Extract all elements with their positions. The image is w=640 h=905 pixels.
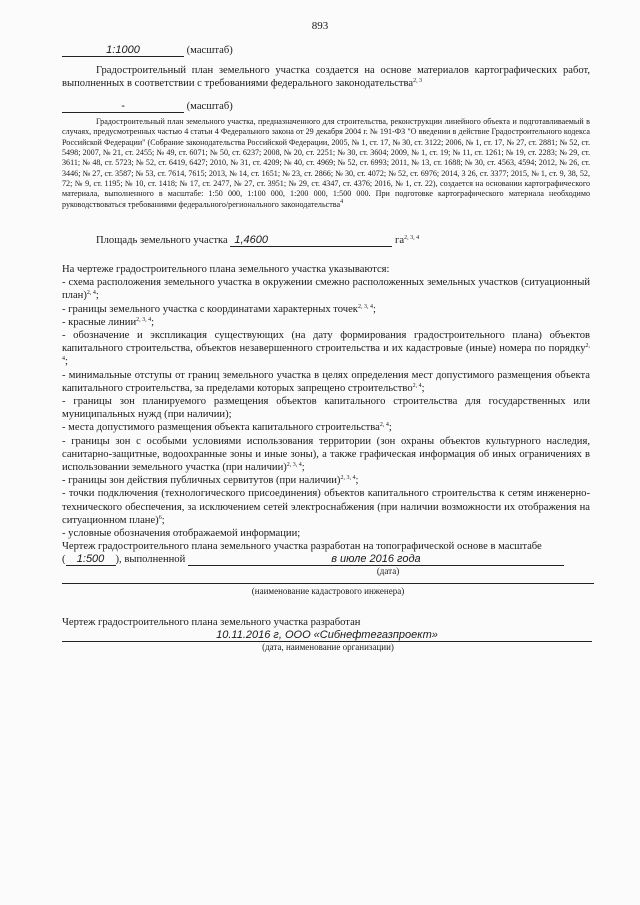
scale-value-1: 1:1000	[62, 44, 184, 57]
list-item: - минимальные отступы от границ земельного участка в целях определения мест допустимого размещения объекта капитального строительства, за пределами которых запрещено строительство$^{2, 4}$;	[62, 369, 590, 394]
list-item: - точки подключения (технологического присоединения) объектов капитального строительства к сетям инженерно-технического обеспечения, за исключением сетей электроснабжения (при наличии возможности их отображения на ситуационном плане)$^6$;	[62, 488, 590, 526]
topo-scale-line: ( 1:500 ), выполненной в июле 2016 года	[62, 553, 564, 566]
scale-value-2: -	[62, 100, 184, 113]
scale-line-2	[62, 100, 233, 113]
list-item: - границы земельного участка с координатами характерных точек$^{2, 3, 4}$;	[62, 303, 376, 315]
topo-basis-line: Чертеж градостроительного плана земельного участка разработан на топографической основе в масштабе	[62, 541, 542, 552]
list-item: - границы зон действия публичных сервитутов (при наличии)$^{2, 3, 4}$;	[62, 475, 359, 487]
scale-line-1	[62, 44, 233, 57]
area-value: 1,4600	[230, 234, 392, 247]
list-item: - обозначение и экспликация существующих (на дату формирования градостроительного плана) объектов капитального строительства, объектов незавершенного строительства и их кадастровые (иные) номера по порядку$^{2, 4}$;	[62, 330, 590, 368]
list-item: - условные обозначения отображаемой информации;	[62, 528, 301, 540]
developed-value-line	[62, 629, 592, 642]
scale-label-1: (масштаб)	[186, 45, 233, 56]
materials-paragraph: Градостроительный план земельного участка создается на основе материалов картографических работ, выполненных в соответствии с требованиями федерального законодательства$^{2, 3}$	[62, 65, 590, 90]
developed-caption: (дата, наименование организации)	[262, 642, 394, 652]
area-sup: 2, 3, 4	[404, 235, 420, 241]
list-item: - схема расположения земельного участка в окружении смежно расположенных земельных участков (ситуационный план)$^{2, 4}$;	[62, 277, 590, 302]
engineer-caption: (наименование кадастрового инженера)	[251, 586, 405, 596]
topo-date-caption: (дата)	[376, 566, 400, 576]
area-unit: га	[395, 235, 405, 246]
drawing-list	[62, 263, 590, 540]
developed-value: 10.11.2016 г, ООО «Сибнефтегазпроект»	[62, 629, 592, 642]
drawing-intro: На чертеже градостроительного плана земельного участка указываются:	[62, 264, 390, 275]
list-item: - границы зон планируемого размещения объектов капитального строительства для государственных или муниципальных нужд (при наличии);	[62, 396, 590, 421]
topo-date-value: в июле 2016 года	[188, 553, 564, 566]
scale-label-2: (масштаб)	[186, 101, 233, 112]
topo-scale-value: 1:500	[66, 553, 116, 566]
developed-line: Чертеж градостроительного плана земельного участка разработан	[62, 617, 361, 628]
area-line	[96, 234, 419, 247]
linear-object-paragraph: Градостроительный план земельного участка, предназначенного для строительства, реконструкции линейного объекта и подготавливаемый в случаях, предусмотренных частью 4 статьи 4 Федерального закона от 29 декабря 2004 г. № 191-ФЗ "О введении в действие Градостроительного кодекса Российской Федерации" (Собрание законодательства Российской Федерации, 2005, № 1, ст. 17, № 30, ст. 3122; 2006, № 1, ст. 17, № 27, ст. 2881; № 52, ст. 5498; 2007, № 21, ст. 2455; № 49, ст. 6071; № 50, ст. 6237; 2008, № 20, ст. 2251; № 30, ст. 3604; 2009, № 1, ст. 19; № 11, ст. 1261; № 19, ст. 2283; № 29, ст. 3611; № 48, ст. 5723; № 52, ст. 6419, 6427; 2010, № 31, ст. 4209; № 40, ст. 4969; № 52, ст. 6993; 2011, № 13, ст. 1688; № 30, ст. 4563, 4594; 2012, № 26, ст. 3446; № 27, ст. 3587; № 53, ст. 7614, 7615; 2013, № 14, ст. 1651; № 23, ст. 2866; № 30, ст. 4072; № 52, ст. 6976; 2014, 3 26, ст. 3377; 2015, № 1, ст. 9, 38, 52, 72; № 9, ст. 1195; № 10, ст. 1418; № 17, ст. 2477, № 27, ст. 3951; № 29, ст. 4347, ст. 4376; 2016, № 1, ст. 22), создается на основании картографического материала, выполненного в масштабе: 1:50 000, 1:100 000, 1:200 000, 1:500 000. При подготовке картографического материала необходимо руководствоваться требованиями федерального/регионального законодательства$^4$	[62, 117, 590, 209]
page-number: 893	[311, 20, 329, 32]
list-item: - границы зон с особыми условиями использования территории (зон охраны объектов культурного наследия, санитарно-защитные, водоохранные зоны и иные зоны), а также графическая информация об иных ограничениях в использовании земельного участка (при наличии)$^{2, 3, 4}$;	[62, 435, 590, 474]
area-label: Площадь земельного участка	[96, 235, 228, 246]
list-item: - места допустимого размещения объекта капитального строительства$^{2, 4}$;	[62, 422, 392, 434]
topo-done-by: ), выполненной	[115, 554, 186, 565]
list-item: - красные линии$^{2, 3, 4}$;	[62, 316, 155, 328]
engineer-line	[62, 583, 594, 584]
